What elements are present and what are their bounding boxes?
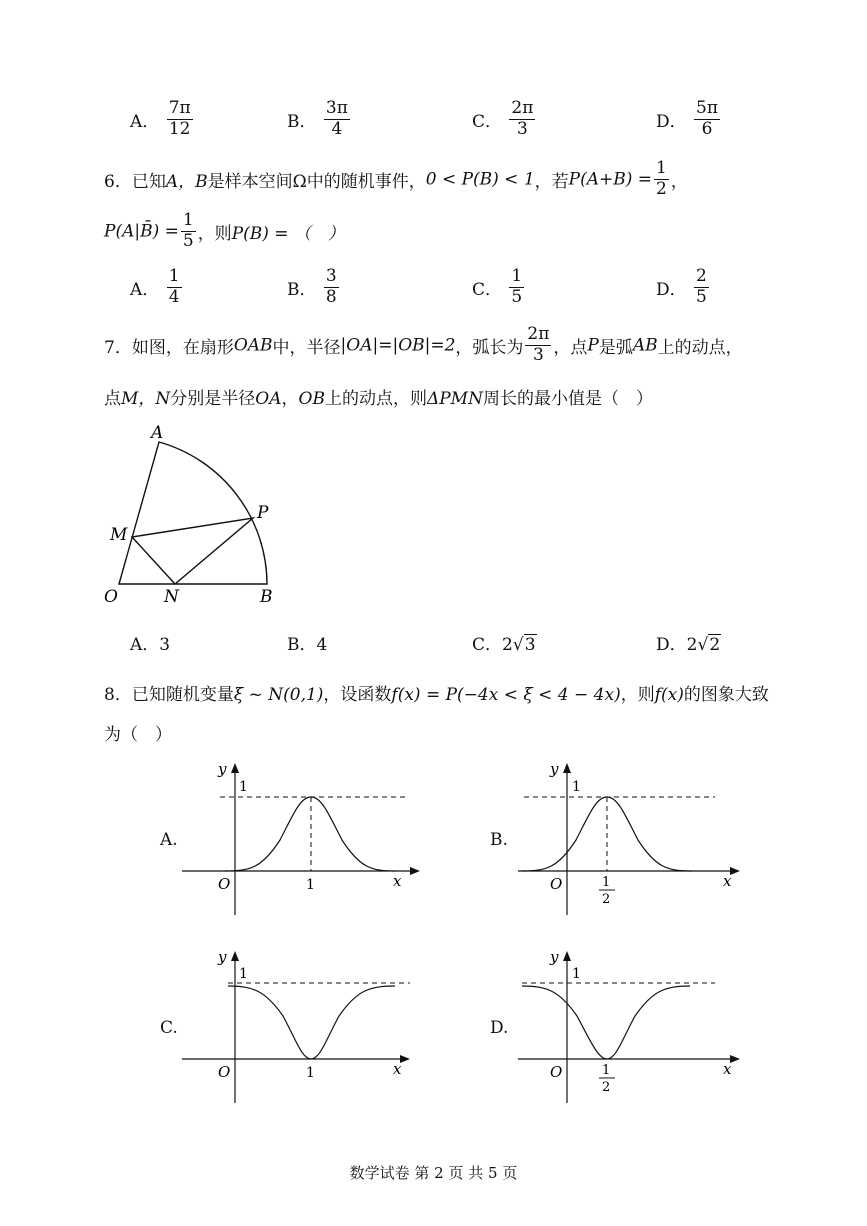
fraction: [324, 268, 339, 307]
numerator: 3π: [325, 98, 348, 118]
q6-line-2: [104, 212, 345, 251]
denominator: 5: [182, 230, 194, 251]
fraction: [525, 326, 551, 365]
tick-label: 1: [306, 1065, 315, 1081]
q7-option-a: [130, 630, 170, 655]
x-axis-arrow: [730, 1055, 740, 1063]
function-curve: [228, 986, 395, 1059]
denominator: 6: [701, 118, 713, 139]
fraction: [509, 100, 535, 139]
q7-text: ，: [281, 389, 299, 409]
q5-option-b: [287, 100, 352, 139]
q8-function: f(x) = P(−4x < ξ < 4 − 4x): [391, 685, 621, 705]
fraction: [654, 160, 669, 199]
q7-points: M，N: [121, 389, 171, 409]
denominator: 5: [511, 286, 523, 307]
fraction: [324, 100, 350, 139]
numerator: 1: [656, 158, 667, 178]
q5-option-c: [472, 100, 537, 139]
question-number: 6．: [104, 171, 132, 192]
y-axis-arrow: [231, 951, 239, 961]
q6-option-c: [472, 268, 526, 307]
sqrt-sign: √: [512, 635, 524, 655]
denominator: 2: [656, 178, 667, 199]
y-label: y: [550, 760, 559, 778]
one-label: 1: [239, 966, 248, 982]
triangle-pmn: [132, 518, 253, 584]
numerator: 2π: [511, 98, 534, 118]
q7-sector: OAB: [233, 335, 273, 356]
label-o: O: [104, 587, 118, 607]
q8-text: 的图象大致: [683, 685, 769, 705]
y-axis-arrow: [563, 763, 571, 773]
numerator: 1: [182, 210, 194, 230]
q6-line-1: [104, 160, 688, 199]
x-label: x: [393, 1060, 402, 1078]
denominator: 8: [325, 286, 337, 307]
q7-options: [0, 630, 867, 660]
label-n: N: [164, 587, 179, 607]
q7-text: 上的动点，: [657, 337, 743, 358]
fraction: [181, 212, 196, 251]
tick-denominator: 2: [602, 892, 611, 907]
option-label: D.: [490, 1018, 509, 1038]
origin-label: O: [550, 875, 563, 893]
sqrt-sign: √: [697, 635, 709, 655]
q5-option-d: [656, 100, 722, 139]
denominator: 12: [168, 118, 191, 139]
q7-text: 7．如图，在扇形: [104, 337, 234, 358]
q6-text: 已知: [131, 171, 166, 192]
sector-figure: [100, 420, 300, 610]
q7-segment: OB: [298, 389, 325, 409]
graph-option-a: [160, 760, 430, 920]
q7-line-1: [104, 326, 743, 365]
numerator: 2π: [527, 324, 550, 344]
q8-fx: f(x): [654, 685, 684, 705]
option-label: A．: [130, 111, 160, 132]
graph-c-plot: [180, 948, 430, 1108]
x-label: x: [723, 872, 732, 890]
q7-text: ，点: [553, 337, 588, 358]
option-label: A．: [130, 635, 160, 655]
q7-text: 点: [104, 389, 121, 409]
denominator: 4: [331, 118, 343, 139]
graph-a-plot: [180, 760, 430, 920]
graph-option-c: [160, 948, 430, 1108]
q6-options: [0, 268, 867, 318]
origin-label: O: [218, 1063, 231, 1081]
q7-text: 周长的最小值是（ ）: [482, 389, 653, 409]
tick-numerator: 1: [602, 1063, 611, 1078]
one-label: 1: [572, 779, 581, 795]
q6-comma: ，: [670, 171, 688, 192]
q6-option-d: [656, 268, 711, 307]
q7-text: 上的动点，则: [324, 389, 427, 409]
function-curve: [522, 986, 690, 1059]
label-a: A: [151, 423, 164, 443]
q8-line-1: [104, 680, 769, 705]
tick-numerator: 1: [602, 875, 611, 890]
fraction: [694, 100, 720, 139]
denominator: 5: [696, 286, 707, 307]
radicand: 2: [709, 635, 721, 655]
x-axis-arrow: [410, 867, 420, 875]
y-axis-arrow: [231, 763, 239, 773]
q7-text: 是弧: [598, 337, 633, 358]
numerator: 1: [168, 266, 180, 286]
q6-condition: 0 < P(B) < 1: [425, 169, 535, 190]
option-label: D．: [656, 635, 687, 655]
q7-text: ，弧长为: [455, 337, 524, 358]
q6-text: 是样本空间Ω中的随机事件，: [207, 171, 426, 192]
option-label: C．: [472, 279, 503, 300]
option-label: B．: [287, 279, 317, 300]
graph-d-plot: [510, 948, 750, 1108]
q7-text: 中，半径: [272, 337, 341, 358]
q6-option-b: [287, 268, 341, 307]
option-coef: 2: [502, 635, 513, 655]
option-label: B．: [287, 111, 317, 132]
q6-ask: P(B) = （ ）: [231, 223, 345, 244]
radicand: 3: [524, 635, 536, 655]
q7-segment: OA: [255, 389, 282, 409]
q7-option-d: [656, 630, 721, 655]
q8-text: ，设函数: [323, 685, 392, 705]
label-m: M: [110, 525, 128, 545]
y-axis-arrow: [563, 951, 571, 961]
y-label: y: [550, 948, 559, 966]
one-label: 1: [239, 779, 248, 795]
x-label: x: [723, 1060, 732, 1078]
option-label: A.: [160, 830, 178, 850]
q8-text: 为（ ）: [104, 725, 172, 745]
q7-text: 分别是半径: [170, 389, 256, 409]
label-b: B: [260, 587, 273, 607]
option-value: 3: [159, 635, 171, 655]
numerator: 5π: [696, 98, 719, 118]
q6-text: ，若: [534, 171, 569, 192]
tick-denominator: 2: [602, 1080, 611, 1095]
function-curve: [225, 797, 395, 871]
q8-line-2: [104, 720, 172, 745]
q7-radius: |OA|=|OB|=2: [340, 335, 456, 356]
y-label: y: [218, 948, 227, 966]
q7-point: P: [587, 335, 599, 356]
q8-text: ，则: [620, 685, 655, 705]
numerator: 7π: [168, 98, 191, 118]
origin-label: O: [550, 1063, 563, 1081]
q8-text: 8．已知随机变量: [104, 685, 234, 705]
tick-label: 1: [306, 877, 315, 893]
option-coef: 2: [686, 635, 698, 655]
q5-option-a: [130, 100, 195, 139]
option-label: A．: [130, 279, 160, 300]
denominator: 3: [517, 118, 528, 139]
q6-text: ，则: [197, 223, 232, 244]
label-p: P: [257, 503, 269, 523]
numerator: 1: [511, 266, 523, 286]
q7-triangle: ΔPMN: [426, 389, 483, 409]
q6-lhs: P(A+B) =: [568, 169, 653, 190]
option-label: C．: [472, 635, 503, 655]
sector-outline: [119, 442, 267, 584]
graph-option-b: [490, 760, 750, 920]
q7-arc: AB: [632, 335, 658, 356]
fraction: [167, 100, 193, 139]
q6-option-a: [130, 268, 184, 307]
q7-line-2: [104, 384, 653, 409]
q6-events: A，B: [165, 171, 208, 192]
origin-label: O: [218, 875, 231, 893]
option-label: D．: [656, 111, 687, 132]
graph-b-plot: [510, 760, 750, 920]
option-label: C．: [472, 111, 503, 132]
option-label: D．: [656, 279, 687, 300]
option-label: B．: [287, 635, 317, 655]
y-label: y: [218, 760, 227, 778]
one-label: 1: [572, 966, 581, 982]
x-axis-arrow: [400, 1055, 410, 1063]
denominator: 3: [532, 344, 544, 365]
fraction: [694, 268, 709, 307]
q7-option-c: [472, 630, 537, 655]
option-label: C.: [160, 1018, 178, 1038]
option-value: 4: [316, 635, 328, 655]
q6-condition: P(A|B̄) =: [104, 221, 179, 242]
fraction: [509, 268, 524, 307]
q7-option-b: [287, 630, 327, 655]
numerator: 2: [696, 266, 707, 286]
denominator: 4: [168, 286, 180, 307]
page-footer: 数学试卷 第 2 页 共 5 页: [349, 1164, 518, 1182]
q5-options: [0, 100, 867, 160]
option-label: B.: [490, 830, 508, 850]
numerator: 3: [325, 266, 337, 286]
x-axis-arrow: [730, 867, 740, 875]
fraction: [167, 268, 182, 307]
q8-distribution: ξ ~ N(0,1): [233, 685, 324, 705]
x-label: x: [393, 872, 402, 890]
graph-option-d: [490, 948, 750, 1108]
